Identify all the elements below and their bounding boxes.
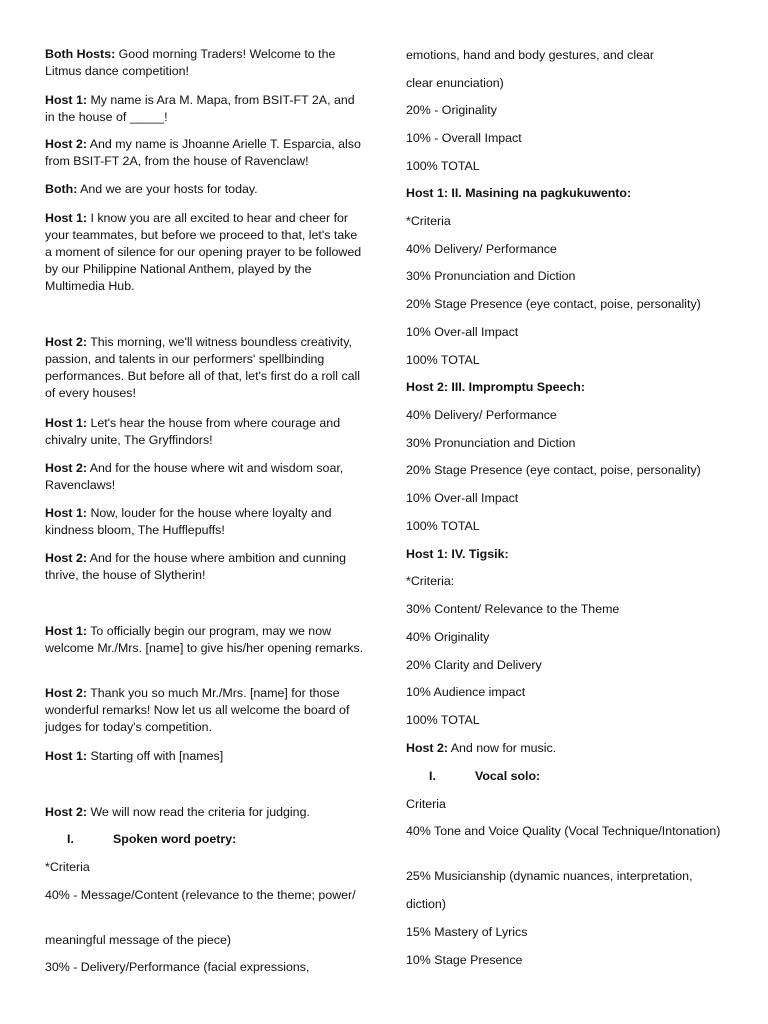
criteria-line: 30% Pronunciation and Diction	[406, 436, 576, 450]
section-heading	[45, 831, 365, 848]
script-line	[45, 210, 365, 295]
dialogue-text: And my name is Jhoanne Arielle T. Esparcia, also from BSIT-FT 2A, from the house of Ravenclaw!	[45, 137, 361, 168]
script-line	[45, 415, 365, 449]
dialogue-text: Now, louder for the house where loyalty and kindness bloom, The Hufflepuffs!	[45, 506, 332, 537]
script-line	[45, 334, 365, 402]
dialogue-text: Thank you so much Mr./Mrs. [name] for those wonderful remarks! Now let us all welcome the board of judges for today's competition.	[45, 686, 350, 734]
speaker-label: Host 1:	[45, 211, 87, 225]
criteria-line: 40% Originality	[406, 630, 490, 644]
criteria-line: 30% - Delivery/Performance (facial expressions,	[45, 960, 310, 974]
criteria-line: 20% Stage Presence (eye contact, poise, personality)	[406, 297, 701, 311]
section-heading	[406, 768, 736, 785]
speaker-label: Host 2:	[45, 461, 87, 475]
dialogue-text: And for the house where ambition and cunning thrive, the house of Slytherin!	[45, 551, 347, 582]
dialogue-text: Starting off with [names]	[87, 749, 224, 763]
script-line	[45, 685, 365, 736]
speaker-label: Host 2:	[45, 335, 87, 349]
section-numeral: I.	[67, 832, 74, 846]
speaker-label: Host 2:	[45, 686, 87, 700]
script-line	[45, 460, 365, 494]
script-line	[45, 46, 365, 80]
criteria-line: *Criteria:	[406, 574, 455, 588]
total-line: 100% TOTAL	[406, 713, 480, 727]
dialogue-text: Good morning Traders! Welcome to the Litmus dance competition!	[45, 47, 336, 78]
criteria-line: emotions, hand and body gestures, and clear	[406, 48, 654, 62]
speaker-label: Host 1:	[45, 416, 87, 430]
section-heading: Host 1: IV. Tigsik:	[406, 547, 509, 561]
section-title: Spoken word poetry:	[113, 832, 237, 846]
criteria-line: 25% Musicianship (dynamic nuances, interpretation,	[406, 869, 693, 883]
speaker-label: Host 1:	[45, 93, 87, 107]
speaker-label: Host 2:	[45, 137, 87, 151]
speaker-label: Host 1:	[45, 749, 87, 763]
criteria-line: *Criteria	[45, 860, 90, 874]
dialogue-text: I know you are all excited to hear and cheer for your teammates, but before we proceed to that, let's take a moment of silence for our opening prayer to be followed by our Philippine National Anthem, played by the Multimedia Hub.	[45, 211, 362, 293]
section-title: Vocal solo:	[475, 769, 541, 783]
section-numeral: I.	[429, 769, 436, 783]
total-line: 100% TOTAL	[406, 159, 480, 173]
criteria-line: 10% Over-all Impact	[406, 325, 519, 339]
script-line	[406, 740, 736, 757]
criteria-line: 40% Tone and Voice Quality (Vocal Technique/Intonation)	[406, 824, 721, 838]
section-heading: Host 2: III. Impromptu Speech:	[406, 380, 585, 394]
criteria-line: diction)	[406, 897, 446, 911]
script-line	[45, 136, 365, 170]
script-line	[45, 748, 365, 765]
criteria-line: *Criteria	[406, 214, 451, 228]
dialogue-text: We will now read the criteria for judging.	[87, 805, 310, 819]
script-line	[45, 623, 365, 657]
criteria-line: 40% - Message/Content (relevance to the theme; power/	[45, 888, 356, 902]
criteria-line: 15% Mastery of Lyrics	[406, 925, 528, 939]
speaker-label: Both:	[45, 182, 78, 196]
criteria-line: 20% Stage Presence (eye contact, poise, personality)	[406, 463, 701, 477]
dialogue-text: To officially begin our program, may we now welcome Mr./Mrs. [name] to give his/her opening remarks.	[45, 624, 364, 655]
section-heading: Host 1: II. Masining na pagkukuwento:	[406, 186, 632, 200]
script-line	[45, 550, 365, 584]
script-line	[45, 505, 365, 539]
speaker-label: Host 1:	[45, 624, 87, 638]
script-line	[45, 181, 365, 198]
speaker-label: Host 2:	[45, 805, 87, 819]
script-line	[45, 804, 365, 821]
dialogue-text: And now for music.	[448, 741, 557, 755]
dialogue-text: My name is Ara M. Mapa, from BSIT-FT 2A, and in the house of _____!	[45, 93, 355, 124]
criteria-line: 40% Delivery/ Performance	[406, 242, 557, 256]
dialogue-text: And we are your hosts for today.	[77, 182, 258, 196]
dialogue-text: And for the house where wit and wisdom soar, Ravenclaws!	[45, 461, 344, 492]
criteria-line: 30% Pronunciation and Diction	[406, 269, 576, 283]
criteria-line: 40% Delivery/ Performance	[406, 408, 557, 422]
criteria-line: 30% Content/ Relevance to the Theme	[406, 602, 620, 616]
total-line: 100% TOTAL	[406, 519, 480, 533]
script-line	[45, 92, 365, 126]
criteria-line: 20% - Originality	[406, 103, 497, 117]
criteria-line: meaningful message of the piece)	[45, 933, 231, 947]
dialogue-text: Let's hear the house from where courage and chivalry unite, The Gryffindors!	[45, 416, 341, 447]
speaker-label: Host 2:	[406, 741, 448, 755]
speaker-label: Host 1:	[45, 506, 87, 520]
total-line: 100% TOTAL	[406, 353, 480, 367]
criteria-line: 10% Audience impact	[406, 685, 526, 699]
criteria-line: 10% - Overall Impact	[406, 131, 522, 145]
criteria-line: Criteria	[406, 797, 446, 811]
criteria-line: 20% Clarity and Delivery	[406, 658, 542, 672]
dialogue-text: This morning, we'll witness boundless creativity, passion, and talents in our performers' spellbinding performances. But before all of that, let's first do a roll call of every houses!	[45, 335, 361, 400]
criteria-line: 10% Over-all Impact	[406, 491, 519, 505]
speaker-label: Both Hosts:	[45, 47, 116, 61]
criteria-line: clear enunciation)	[406, 76, 504, 90]
speaker-label: Host 2:	[45, 551, 87, 565]
criteria-line: 10% Stage Presence	[406, 953, 523, 967]
